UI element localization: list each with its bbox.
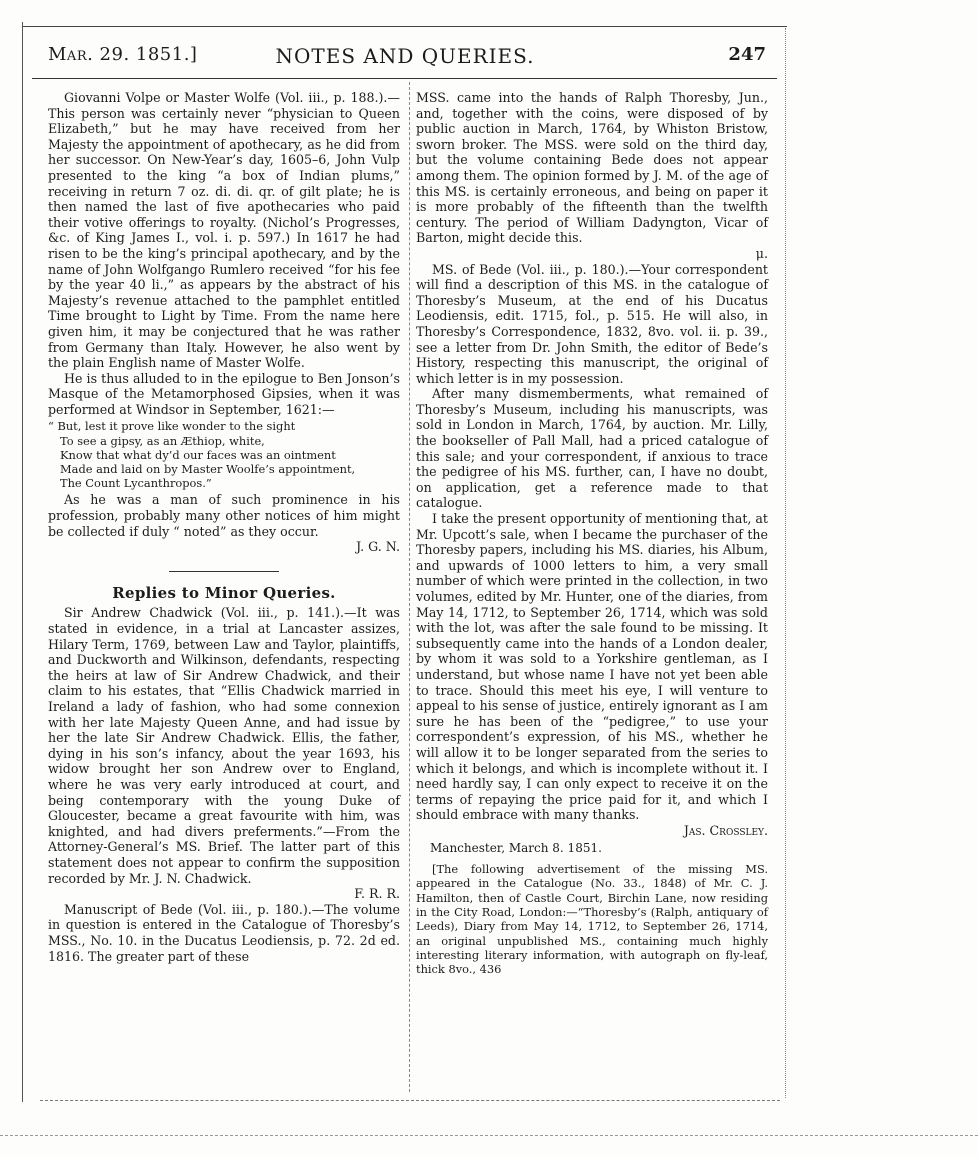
left-frame-rule [22,22,23,1102]
header-date: Mar. 29. 1851.] [48,44,198,65]
jonson-paragraph: He is thus alluded to in the epilogue to Ben Jonson’s Masque of the Metamorphosed Gipsies, when it was performed at Windsor in September, 1621:— [48,370,400,417]
left-column [48,90,400,964]
quote-line: To see a gipsy, as an Æthiop, white, [60,433,265,448]
quote-line: Know that what dy’d our faces was an ointment [60,447,336,462]
header-title: NOTES AND QUERIES. [275,44,535,68]
section-divider [169,571,279,572]
quote-line: Made and laid on by Master Woolfe’s appointment, [60,462,356,477]
column-divider [409,82,410,1092]
bede-manuscript-paragraph: Manuscript of Bede (Vol. iii., p. 180.).—The volume in question is entered in the Catalogue of Thoresby’s MSS., No. 10. in the Ducatus Leodiensis, p. 72. 2d ed. 1816. The greater part of these [48,901,400,964]
chadwick-paragraph: Sir Andrew Chadwick (Vol. iii., p. 141.).—It was stated in evidence, in a trial at Lancaster assizes, Hilary Term, 1769, between Law and Taylor, plaintiffs, and Duckworth and Wilkinson, defendants, respecting the heirs at law of Sir Andrew Chadwick, and their claim to his estates, that “Ellis Chadwick married in Ireland a lady of fashion, who had some connexion with her late Majesty Queen Anne, and had issue by her the late Sir Andrew Chadwick. Ellis, the father, dying in his son’s infancy, about the year 1693, his widow brought her son Andrew over to England, where he was very early introduced at court, and being contemporary with the young Duke of Gloucester, became a great favourite with him, was knighted, and had divers preferments.”—From the Attorney-General’s MS. Brief. The latter part of this statement does not appear to confirm the supposition recorded by Mr. J. N. Chadwick. [48,605,400,886]
right-column [416,90,768,976]
section-heading: Replies to Minor Queries. [112,583,336,602]
quote-line: “ But, lest it prove like wonder to the sight [48,419,296,434]
masque-quotation [48,419,400,490]
signature-crossley: Jas. Crossley. [683,822,768,838]
prominence-paragraph: As he was a man of such prominence in his profession, probably many other notices of him might be collected if duly “ noted” as they occur. [48,492,400,539]
dismemberments-paragraph: After many dismemberments, what remained of Thoresby’s Museum, including his manuscripts, was sold in London in March, 1764, by auction. Mr. Lilly, the bookseller of Pall Mall, had a priced catalogue of this sale; and your correspondent, if anxious to trace the pedigree of his MS. further, can, I have no doubt, on application, get a reference made to that catalogue. [416,386,768,511]
header-rule [32,78,777,79]
quote-line: The Count Lycanthropos.” [60,476,212,491]
thoresby-mss-paragraph: MSS. came into the hands of Ralph Thoresby, Jun., and, together with the coins, were disposed of by public auction in March, 1764, by Whiston Bristow, sworn broker. The MSS. were sold on the third day, but the volume containing Bede does not appear among them. The opinion formed by J. M. of the age of this MS. is certainly erroneous, and being on paper it is more probably of the fifteenth than the twelfth century. The period of William Dadyngton, Vicar of Barton, might decide this. [416,90,768,246]
advertisement-paragraph: [The following advertisement of the missing MS. appeared in the Catalogue (No. 33., 1848) of Mr. C. J. Hamilton, then of Castle Court, Birchin Lane, now residing in the City Road, London:—“Thoresby’s (Ralph, antiquary of Leeds), Diary from May 14, 1712, to September 26, 1714, an original unpublished MS., containing much highly interesting literary information, with autograph on fly-leaf, thick 8vo., 436 [416,862,768,977]
page-number: 247 [728,44,766,65]
signature-frr: F. R. R. [354,886,400,902]
volpe-paragraph: Giovanni Volpe or Master Wolfe (Vol. iii., p. 188.).—This person was certainly never “physician to Queen Elizabeth,” but he may have received from her Majesty the appointment of apothecary, as he did from her successor. On New-Year’s day, 1605–6, John Vulp presented to the king “a box of Indian plums,” receiving in return 7 oz. di. di. qr. of gilt plate; he is then named the last of five apothecaries who paid their votive offerings to royalty. (Nichol’s Progresses, &c. of King James I., vol. i. p. 597.) In 1617 he had risen to be the king’s principal apothecary, and by the name of John Wolfgango Rumlero received “for his fee by the year 40 li.,” as appears by the abstract of his Majesty’s revenue attached to the pamphlet entitled Time brought to Light by Time. From the name here given him, it may be conjectured that he was rather from Germany than Italy. However, he also went by the plain English name of Master Wolfe. [48,90,400,371]
running-header [40,44,770,74]
signature-jgn: J. G. N. [356,539,400,555]
bottom-rule [40,1100,780,1101]
page-bottom-edge [0,1135,978,1136]
top-border-rule [22,26,787,27]
ms-of-bede-paragraph: MS. of Bede (Vol. iii., p. 180.).—Your correspondent will find a description of this MS. in the catalogue of Thoresby’s Museum, at the end of his Ducatus Leodiensis, edit. 1715, fol., p. 515. He will also, in Thoresby’s Correspondence, 1832, 8vo. vol. ii. p. 39., see a letter from Dr. John Smith, the editor of Bede’s History, respecting this manuscript, the original of which letter is in my possession. [416,261,768,386]
dateline: Manchester, March 8. 1851. [430,840,602,855]
upcott-sale-paragraph: I take the present opportunity of mentioning that, at Mr. Upcott’s sale, when I became the purchaser of the Thoresby papers, including his MS. diaries, his Album, and upwards of 1000 letters to him, a very small number of which were printed in the collection, in two volumes, edited by Mr. Hunter, one of the diaries, from May 14, 1712, to September 26, 1714, which was sold with the lot, was after the sale found to be missing. It subsequently came into the hands of a London dealer, by whom it was sold to a Yorkshire gentleman, as I understand, but whose name I have not yet been able to trace. Should this meet his eye, I will venture to appeal to his sense of justice, entirely ignorant as I am sure he has been of the “pedigree,” to use your correspondent’s expression, of his MS., whether he will allow it to be longer separated from the series to which it belongs, and which is incomplete without it. I need hardly say, I can only expect to receive it on the terms of repaying the price paid for it, and which I should embrace with many thanks. [416,511,768,823]
right-frame-rule [785,28,786,1098]
signature-mu: μ. [755,245,768,261]
